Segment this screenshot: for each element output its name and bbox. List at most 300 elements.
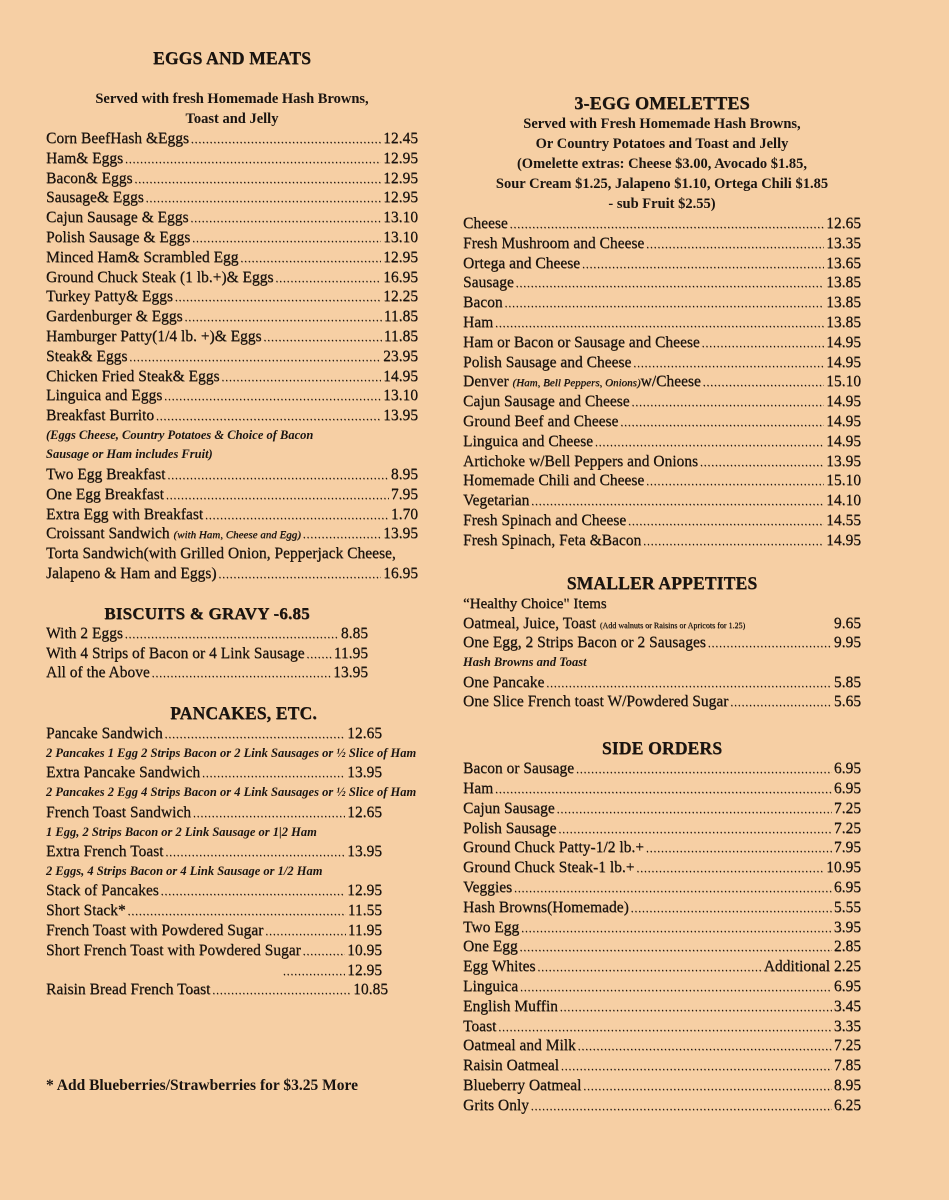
leader-dots bbox=[631, 900, 832, 920]
item-name: Ham or Bacon or Sausage and Cheese bbox=[463, 333, 700, 351]
menu-item bbox=[463, 392, 861, 412]
menu-item bbox=[463, 1056, 861, 1076]
menu-item bbox=[46, 268, 418, 288]
leader-dots bbox=[165, 726, 345, 746]
leader-dots bbox=[135, 171, 382, 191]
item-name bbox=[463, 614, 745, 636]
item-price: 5.55 bbox=[833, 898, 861, 916]
item-price: 10.85 bbox=[353, 981, 388, 999]
menu-item bbox=[46, 724, 382, 744]
leader-dots bbox=[636, 860, 824, 880]
item-name: Hamburger Patty(1/4 lb. +)& Eggs bbox=[46, 327, 262, 345]
item-price: 6.95 bbox=[833, 760, 861, 778]
menu-item bbox=[463, 1017, 861, 1037]
item-price: 13.85 bbox=[826, 274, 861, 292]
item-price: 12.95 bbox=[347, 882, 382, 900]
section-subtitle: - sub Fruit $2.55) bbox=[608, 196, 716, 212]
item-price: 14.95 bbox=[826, 333, 861, 351]
item-price: 12.45 bbox=[383, 130, 418, 147]
item-inline-note: (Ham, Bell Peppers, Onions) bbox=[512, 377, 641, 390]
menu-item bbox=[463, 614, 861, 634]
leader-dots bbox=[156, 408, 381, 428]
item-price: 3.35 bbox=[833, 1017, 861, 1035]
healthy-choice-label bbox=[463, 594, 861, 614]
menu-item bbox=[46, 149, 418, 169]
item-name-text: Croissant Sandwich bbox=[46, 525, 170, 543]
item-price: 7.25 bbox=[833, 1037, 861, 1055]
right-column bbox=[463, 92, 861, 1116]
item-price: 14.95 bbox=[826, 531, 861, 549]
menu-item bbox=[463, 858, 861, 878]
item-price: 13.95 bbox=[383, 525, 418, 543]
item-price: 5.85 bbox=[833, 673, 861, 691]
leader-dots bbox=[161, 883, 345, 903]
leader-dots bbox=[646, 236, 824, 256]
item-name: Extra French Toast bbox=[46, 843, 164, 861]
pancakes-section bbox=[46, 703, 441, 1000]
item-price: 12.95 bbox=[383, 169, 418, 187]
menu-item bbox=[46, 188, 418, 208]
menu-item bbox=[46, 465, 418, 485]
item-price: 13.35 bbox=[826, 234, 861, 252]
leader-dots bbox=[193, 805, 345, 825]
menu-item bbox=[463, 779, 861, 799]
leader-dots bbox=[521, 920, 832, 940]
item-note: Hash Browns and Toast bbox=[463, 655, 587, 670]
item-name: Cajun Sausage bbox=[463, 799, 555, 817]
item-note: 2 Pancakes 2 Egg 4 Strips Bacon or 4 Link Sausages or ½ Slice of Ham bbox=[46, 785, 417, 800]
leader-dots bbox=[505, 295, 825, 315]
item-name: One Egg Breakfast bbox=[46, 485, 164, 503]
item-note: 1 Egg, 2 Strips Bacon or 2 Link Sausage or 1|2 Ham bbox=[46, 824, 317, 839]
menu-item bbox=[46, 406, 418, 426]
item-name: Linguica bbox=[463, 978, 519, 995]
menu-item bbox=[463, 759, 861, 779]
menu-item bbox=[46, 763, 382, 783]
item-price: 8.95 bbox=[833, 1076, 861, 1094]
menu-item bbox=[46, 961, 382, 981]
leader-dots bbox=[303, 943, 345, 963]
item-name: Cajun Sausage and Cheese bbox=[463, 393, 630, 411]
item-price: 14.95 bbox=[826, 393, 861, 411]
menu-item bbox=[46, 524, 418, 544]
item-price: 14.95 bbox=[826, 353, 861, 371]
section-subtitle: Served with Fresh Homemade Hash Browns, bbox=[523, 116, 801, 132]
item-price: 13.95 bbox=[347, 843, 382, 861]
menu-item bbox=[463, 1096, 861, 1116]
item-name: Vegetarian bbox=[463, 492, 530, 510]
item-name: Bacon or Sausage bbox=[463, 760, 575, 778]
eggs-and-meats-section bbox=[46, 48, 418, 584]
menu-item bbox=[46, 347, 418, 367]
item-price: 15.10 bbox=[826, 472, 861, 490]
item-name: Two Egg Breakfast bbox=[46, 465, 166, 483]
menu-item bbox=[463, 937, 861, 957]
item-price: 23.95 bbox=[383, 347, 418, 365]
leader-dots bbox=[212, 982, 351, 1002]
item-price: 13.95 bbox=[347, 764, 382, 782]
item-price: 13.10 bbox=[383, 209, 418, 227]
item-price: 12.95 bbox=[383, 189, 418, 207]
item-name: Ground Chuck Steak-1 lb.+ bbox=[463, 859, 635, 877]
item-name: French Toast with Powdered Sugar bbox=[46, 921, 264, 939]
item-name: English Muffin bbox=[463, 997, 558, 1015]
item-price: 13.85 bbox=[826, 313, 861, 331]
leader-dots bbox=[531, 1098, 832, 1118]
menu-item bbox=[463, 412, 861, 432]
item-price: 10.95 bbox=[347, 941, 382, 959]
item-price: 8.95 bbox=[390, 465, 418, 483]
item-name: Sausage& Eggs bbox=[46, 189, 144, 207]
menu-item bbox=[46, 287, 418, 307]
leader-dots bbox=[560, 999, 832, 1019]
leader-dots bbox=[165, 844, 345, 864]
item-price: 13.95 bbox=[826, 452, 861, 470]
item-price: 2.85 bbox=[833, 938, 861, 956]
menu-item bbox=[463, 819, 861, 839]
item-name: One Pancake bbox=[463, 673, 545, 691]
leader-dots bbox=[730, 694, 832, 714]
item-name: Ham& Eggs bbox=[46, 149, 124, 167]
item-name: With 4 Strips of Bacon or 4 Link Sausage bbox=[46, 644, 305, 662]
menu-item bbox=[463, 293, 861, 313]
item-price: 13.95 bbox=[383, 407, 418, 425]
item-note: Sausage or Ham includes Fruit) bbox=[46, 447, 213, 462]
leader-dots bbox=[700, 454, 824, 474]
item-name: Chicken Fried Steak& Eggs bbox=[46, 367, 220, 385]
menu-item bbox=[46, 208, 418, 228]
item-price: 9.65 bbox=[833, 614, 861, 632]
item-name: Homemade Chili and Cheese bbox=[463, 472, 645, 490]
item-name: Short Stack* bbox=[46, 902, 126, 920]
biscuits-gravy-section bbox=[46, 604, 368, 683]
leader-dots bbox=[702, 335, 824, 355]
menu-item bbox=[463, 511, 861, 531]
menu-item bbox=[463, 898, 861, 918]
leader-dots bbox=[264, 329, 382, 349]
item-name-suffix: w/Cheese bbox=[640, 373, 701, 391]
item-price: 7.85 bbox=[833, 1057, 861, 1075]
item-name: Fresh Spinach, Feta &Bacon bbox=[463, 531, 642, 549]
menu-item bbox=[463, 432, 861, 452]
leader-dots bbox=[620, 414, 824, 434]
menu-item bbox=[463, 799, 861, 819]
item-price: 16.95 bbox=[383, 268, 418, 286]
item-inline-note: (with Ham, Cheese and Egg) bbox=[173, 529, 301, 542]
item-name: Extra Egg with Breakfast bbox=[46, 505, 204, 523]
menu-item bbox=[463, 491, 861, 511]
item-inline-note: (Add walnuts or Raisins or Apricots for 1.25) bbox=[599, 620, 746, 630]
item-price: 14.95 bbox=[383, 367, 418, 385]
leader-dots bbox=[191, 131, 381, 151]
menu-item bbox=[463, 838, 861, 858]
item-name: Grits Only bbox=[463, 1096, 529, 1114]
leader-dots bbox=[576, 761, 832, 781]
menu-item bbox=[46, 663, 368, 683]
leader-dots bbox=[125, 151, 381, 171]
item-name: Extra Pancake Sandwich bbox=[46, 764, 201, 782]
item-price: 3.95 bbox=[833, 918, 861, 936]
leader-dots bbox=[164, 388, 381, 408]
leader-dots bbox=[632, 394, 825, 414]
item-price: 12.65 bbox=[826, 215, 861, 232]
item-price: 12.95 bbox=[383, 149, 418, 167]
item-price: 7.25 bbox=[833, 799, 861, 817]
menu-item bbox=[463, 214, 861, 234]
item-name: Ham bbox=[463, 780, 494, 798]
leader-dots bbox=[167, 467, 388, 487]
menu-item bbox=[46, 980, 388, 1000]
item-note: (Eggs Cheese, Country Potatoes & Choice of Bacon bbox=[46, 427, 314, 442]
menu-item bbox=[463, 1036, 861, 1056]
menu-item bbox=[463, 353, 861, 373]
menu-item bbox=[463, 531, 861, 551]
item-name bbox=[46, 524, 301, 546]
menu-item bbox=[46, 169, 418, 189]
menu-item bbox=[46, 327, 418, 347]
leader-dots bbox=[578, 1038, 832, 1058]
section-subtitle: (Omelette extras: Cheese $3.00, Avocado $1.85, bbox=[516, 156, 808, 172]
leader-dots bbox=[222, 369, 382, 389]
item-name: Sausage bbox=[463, 274, 514, 292]
leader-dots bbox=[218, 566, 381, 586]
item-price: 7.95 bbox=[833, 839, 861, 857]
section-subtitle: Served with fresh Homemade Hash Browns, bbox=[95, 91, 369, 107]
item-price: 12.95 bbox=[347, 961, 382, 979]
item-name: Ham bbox=[463, 313, 494, 331]
item-name: Short French Toast with Powdered Sugar bbox=[46, 941, 301, 959]
section-title: 3-EGG OMELETTES bbox=[574, 93, 750, 113]
section-title: BISCUITS & GRAVY -6.85 bbox=[104, 603, 310, 623]
item-name: Hash Browns(Homemade) bbox=[463, 898, 629, 916]
item-name: Two Egg bbox=[463, 918, 520, 936]
item-price: 14.10 bbox=[826, 492, 861, 510]
item-name: Steak& Eggs bbox=[46, 347, 128, 365]
menu-item bbox=[463, 333, 861, 353]
item-name: One Egg, 2 Strips Bacon or 2 Sausages bbox=[463, 634, 706, 652]
menu-item bbox=[46, 644, 368, 664]
menu-item bbox=[463, 452, 861, 472]
leader-dots bbox=[191, 210, 382, 230]
item-name: Polish Sausage & Eggs bbox=[46, 228, 191, 246]
leader-dots bbox=[708, 635, 832, 655]
item-name: Ground Chuck Steak (1 lb.+)& Eggs bbox=[46, 268, 274, 286]
item-name: Breakfast Burrito bbox=[46, 407, 155, 425]
item-price: 12.25 bbox=[383, 288, 418, 306]
menu-item bbox=[463, 372, 861, 392]
item-name: Ground Beef and Cheese bbox=[463, 412, 619, 430]
item-price: 11.95 bbox=[347, 921, 382, 939]
item-price: 13.10 bbox=[383, 387, 418, 405]
smaller-appetites-section bbox=[463, 573, 861, 713]
item-name: Veggies bbox=[463, 879, 513, 897]
section-title: EGGS AND MEATS bbox=[152, 48, 312, 68]
left-column bbox=[46, 48, 418, 1000]
item-price: 5.65 bbox=[833, 693, 861, 711]
item-price: 6.25 bbox=[833, 1096, 861, 1114]
item-price: 12.65 bbox=[347, 803, 382, 821]
menu-item bbox=[46, 941, 382, 961]
item-name: Jalapeno & Ham and Eggs) bbox=[46, 564, 217, 582]
menu-item bbox=[46, 307, 418, 327]
item-name: Raisin Oatmeal bbox=[463, 1057, 559, 1075]
menu-item bbox=[46, 901, 382, 921]
item-name: Egg Whites bbox=[463, 958, 536, 976]
menu-item bbox=[46, 386, 418, 406]
menu-item-line bbox=[46, 544, 418, 564]
menu-item bbox=[463, 313, 861, 333]
item-name: Turkey Patty& Eggs bbox=[46, 288, 173, 306]
item-name: Blueberry Oatmeal bbox=[463, 1076, 582, 1094]
menu-item bbox=[46, 803, 382, 823]
item-price: 3.45 bbox=[833, 997, 861, 1015]
item-price: 6.95 bbox=[833, 879, 861, 897]
section-title: SMALLER APPETITES bbox=[566, 572, 758, 593]
item-name: Oatmeal and Milk bbox=[463, 1037, 576, 1055]
item-price: 8.85 bbox=[340, 624, 368, 642]
item-price: 11.85 bbox=[383, 308, 418, 326]
leader-dots bbox=[582, 256, 824, 276]
item-name: All of the Above bbox=[46, 664, 150, 682]
item-name: Linguica and Eggs bbox=[46, 387, 163, 405]
footnote: * Add Blueberries/Strawberries for $3.25 More bbox=[46, 1077, 358, 1094]
menu-item bbox=[463, 878, 861, 898]
item-price: 6.95 bbox=[833, 978, 861, 995]
item-price: 1.70 bbox=[390, 505, 418, 523]
item-name: Torta Sandwich(with Grilled Onion, Pepperjack Cheese, bbox=[46, 545, 396, 563]
menu-item bbox=[46, 485, 418, 505]
item-name: Minced Ham& Scrambled Egg bbox=[46, 248, 239, 266]
item-price: 13.10 bbox=[383, 228, 418, 246]
item-name: Corn BeefHash &Eggs bbox=[46, 130, 189, 147]
leader-dots bbox=[646, 473, 824, 493]
item-name: Stack of Pancakes bbox=[46, 882, 159, 900]
item-price: 11.95 bbox=[333, 644, 368, 662]
item-price: Additional 2.25 bbox=[763, 958, 861, 976]
menu-item bbox=[463, 273, 861, 293]
item-name: Ground Chuck Patty-1/2 lb.+ bbox=[463, 839, 644, 857]
menu-item bbox=[46, 624, 368, 644]
menu-item bbox=[46, 505, 418, 525]
item-price: 14.95 bbox=[826, 412, 861, 430]
item-name: Bacon& Eggs bbox=[46, 169, 133, 187]
item-name: Gardenburger & Eggs bbox=[46, 308, 183, 326]
menu-item bbox=[46, 921, 382, 941]
leader-dots bbox=[152, 665, 331, 685]
section-title: PANCAKES, ETC. bbox=[170, 703, 317, 724]
item-name: “Healthy Choice" Items bbox=[463, 595, 607, 612]
side-orders-section bbox=[463, 738, 861, 1115]
item-note: 2 Pancakes 1 Egg 2 Strips Bacon or 2 Link Sausages or ½ Slice of Ham bbox=[46, 745, 417, 760]
item-name: Pancake Sandwich bbox=[46, 725, 163, 743]
item-name: One Slice French toast W/Powdered Sugar bbox=[463, 693, 729, 711]
item-name: Polish Sausage and Cheese bbox=[463, 353, 632, 371]
leader-dots bbox=[643, 533, 824, 553]
menu-item bbox=[46, 228, 418, 248]
leader-dots bbox=[307, 646, 332, 666]
menu-item bbox=[46, 842, 382, 862]
item-name: One Egg bbox=[463, 938, 518, 956]
menu-item bbox=[463, 977, 861, 997]
item-price: 9.95 bbox=[833, 634, 861, 652]
item-name: Bacon bbox=[463, 294, 503, 312]
section-subtitle: Or Country Potatoes and Toast and Jelly bbox=[535, 136, 789, 152]
item-name: Ortega and Cheese bbox=[463, 254, 581, 272]
section-subtitle: Sour Cream $1.25, Jalapeno $1.10, Ortega Chili $1.85 bbox=[495, 176, 829, 192]
item-price: 7.95 bbox=[390, 485, 418, 503]
item-price: 14.55 bbox=[826, 511, 861, 529]
item-price: 13.85 bbox=[826, 294, 861, 312]
leader-dots bbox=[628, 513, 824, 533]
leader-dots bbox=[175, 289, 381, 309]
item-price: 12.95 bbox=[383, 248, 418, 266]
item-name bbox=[463, 372, 701, 394]
menu-item bbox=[463, 692, 861, 712]
item-name: Polish Sausage bbox=[463, 819, 557, 837]
item-price: 11.85 bbox=[383, 327, 418, 345]
section-title: SIDE ORDERS bbox=[601, 738, 723, 759]
item-price: 10.95 bbox=[826, 859, 861, 877]
item-name: French Toast Sandwich bbox=[46, 803, 191, 821]
item-price: 6.95 bbox=[833, 780, 861, 798]
leader-dots bbox=[537, 959, 761, 979]
item-name: Fresh Spinach and Cheese bbox=[463, 511, 627, 529]
leader-dots bbox=[516, 275, 824, 295]
menu-item bbox=[463, 234, 861, 254]
menu-item bbox=[463, 957, 861, 977]
leader-dots bbox=[275, 270, 381, 290]
item-name: Fresh Mushroom and Cheese bbox=[463, 234, 645, 252]
item-price: 13.95 bbox=[333, 664, 368, 682]
menu-item bbox=[46, 881, 382, 901]
menu-item bbox=[463, 918, 861, 938]
menu-item bbox=[463, 633, 861, 653]
menu-item bbox=[463, 1076, 861, 1096]
item-name: Toast bbox=[463, 1017, 497, 1035]
item-price: 12.65 bbox=[347, 725, 382, 743]
item-name: Cheese bbox=[463, 215, 508, 232]
section-subtitle: Toast and Jelly bbox=[185, 111, 279, 127]
menu-item bbox=[46, 129, 418, 149]
leader-dots bbox=[646, 840, 832, 860]
menu-item bbox=[46, 367, 418, 387]
item-name-text: Oatmeal, Juice, Toast bbox=[463, 614, 596, 632]
item-price: 15.10 bbox=[826, 373, 861, 391]
item-note: 2 Eggs, 4 Strips Bacon or 4 Link Sausage or 1/2 Ham bbox=[46, 863, 323, 878]
menu-item bbox=[46, 248, 418, 268]
omelettes-section bbox=[463, 92, 861, 551]
item-price: 7.25 bbox=[833, 819, 861, 837]
item-name: Artichoke w/Bell Peppers and Onions bbox=[463, 452, 699, 470]
item-name: Cajun Sausage & Eggs bbox=[46, 209, 189, 227]
item-price: 11.55 bbox=[347, 902, 382, 920]
item-name: With 2 Eggs bbox=[46, 624, 123, 642]
leader-dots bbox=[283, 963, 345, 983]
item-price: 13.65 bbox=[826, 254, 861, 272]
leader-dots bbox=[583, 1078, 832, 1098]
item-name: Raisin Bread French Toast bbox=[46, 981, 211, 999]
menu-item bbox=[463, 673, 861, 693]
item-price: 14.95 bbox=[826, 432, 861, 450]
item-name-text: Denver bbox=[463, 373, 509, 391]
leader-dots bbox=[557, 801, 832, 821]
menu-item bbox=[463, 471, 861, 491]
menu-item bbox=[463, 997, 861, 1017]
leader-dots bbox=[561, 1058, 832, 1078]
menu-item bbox=[463, 254, 861, 274]
menu-item bbox=[46, 564, 418, 584]
leader-dots bbox=[703, 374, 824, 394]
